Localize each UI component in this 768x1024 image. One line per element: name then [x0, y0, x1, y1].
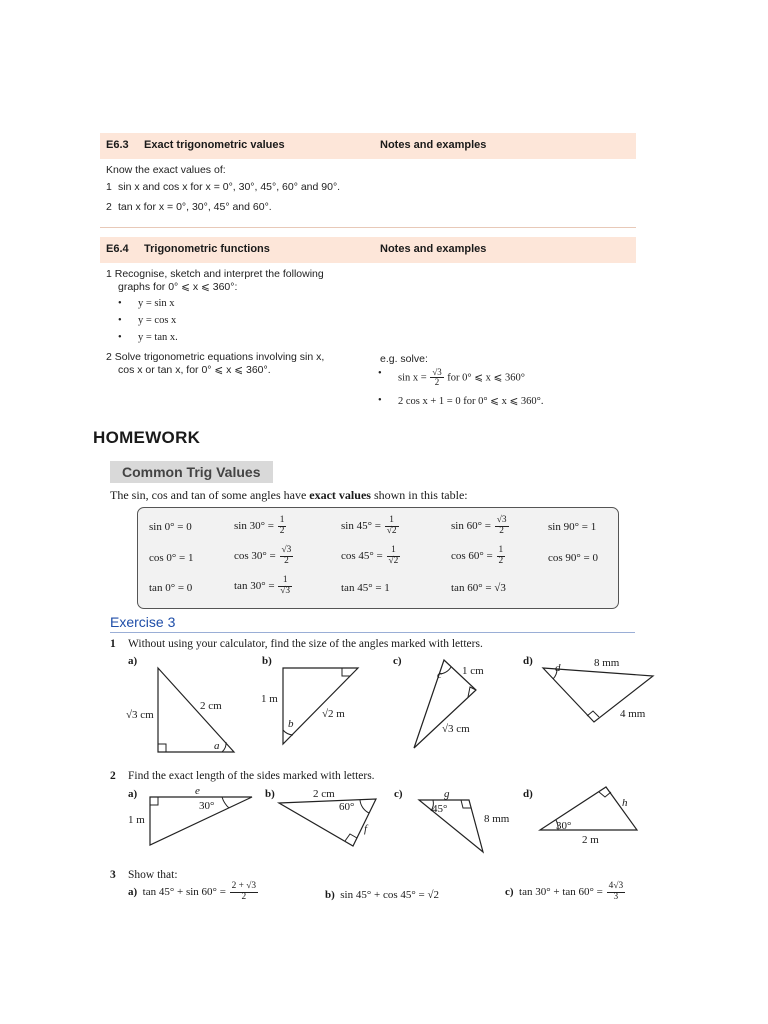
- e64-graph-sin: • y = sin x: [138, 298, 175, 309]
- q2c-side: 8 mm: [484, 813, 510, 825]
- e63-title: Exact trigonometric values: [144, 139, 285, 151]
- q3b: [325, 889, 439, 901]
- q3a-pre: tan 45° + sin 60° =: [142, 885, 226, 898]
- e64-graph-cos: • y = cos x: [138, 315, 176, 326]
- q2b-label: b): [265, 788, 275, 800]
- q3a-num: 2 + √3: [231, 881, 257, 891]
- q1b-label: b): [262, 655, 272, 667]
- q2d-side: 2 m: [582, 834, 599, 846]
- q3a: [128, 882, 259, 903]
- q1-text: Without using your calculator, find the size of the angles marked with letters.: [128, 638, 483, 650]
- q2d-label: d): [523, 788, 533, 800]
- e64-graph-tan: • y = tan x.: [138, 332, 178, 343]
- q2b-triangle: [279, 788, 376, 846]
- e64-item2-line2: cos x or tan x, for 0° ⩽ x ⩽ 360°.: [118, 364, 271, 376]
- q1c-label: c): [393, 655, 402, 667]
- q1d-side1: 8 mm: [594, 657, 620, 669]
- sin0: sin 0° = 0: [149, 521, 192, 533]
- tan30-pre: tan 30° =: [234, 579, 275, 592]
- e64-ex1-num: √3: [432, 367, 442, 377]
- q1d-side2: 4 mm: [620, 708, 646, 720]
- q2a-label: a): [128, 788, 138, 800]
- sin60-pre: sin 60° =: [451, 519, 491, 532]
- q2b-side-f: f: [364, 823, 368, 835]
- q1b-side2: √2 m: [322, 708, 345, 720]
- q2c-side-g: g: [444, 788, 450, 800]
- q1a-side2: √3 cm: [126, 709, 154, 721]
- tan30-den: √3: [280, 585, 291, 596]
- e64-item1-line2: graphs for 0° ⩽ x ⩽ 360°:: [118, 281, 238, 293]
- homework-title: HOMEWORK: [93, 428, 201, 447]
- cos60-pre: cos 60° =: [451, 549, 493, 562]
- e63-notes-header: Notes and examples: [380, 139, 487, 151]
- q2a-triangle: [128, 785, 252, 845]
- section-tab-label: Common Trig Values: [122, 464, 261, 480]
- e63-know: Know the exact values of:: [106, 164, 226, 176]
- q3a-den: 2: [241, 891, 247, 902]
- tan0: tan 0° = 0: [149, 582, 193, 594]
- q2d-side-h: h: [622, 797, 628, 809]
- q2c-label: c): [394, 788, 403, 800]
- q2c-triangle: [419, 788, 510, 852]
- e64-ex1-den: 2: [434, 377, 440, 388]
- e64-code: E6.4: [106, 243, 129, 255]
- q2-text: Find the exact length of the sides marked with letters.: [128, 770, 375, 782]
- q3c-pre: tan 30° + tan 60° =: [519, 885, 603, 898]
- q1a-label: a): [128, 655, 138, 667]
- tan30-num: 1: [278, 576, 292, 587]
- cos45-pre: cos 45° =: [341, 549, 383, 562]
- sin45-den: √2: [386, 525, 397, 536]
- q3-number: 3: [110, 869, 116, 881]
- q2a-side-e: e: [195, 785, 200, 797]
- e64-item2-line1: 2 Solve trigonometric equations involving sin x,: [106, 351, 325, 363]
- q1d-label: d): [523, 655, 533, 667]
- q1a-side1: 2 cm: [200, 700, 222, 712]
- sin60-den: 2: [499, 525, 504, 536]
- q1-number: 1: [110, 638, 116, 650]
- intro-bold: exact values: [309, 488, 371, 502]
- q1c-side1: 1 cm: [462, 665, 484, 677]
- e63-code: E6.3: [106, 139, 129, 151]
- q3c-label: c): [505, 885, 514, 898]
- e63-item2-text: tan x for x = 0°, 30°, 45° and 60°.: [118, 201, 272, 213]
- intro-pre: The sin, cos and tan of some angles have: [110, 488, 310, 502]
- q2c-angle: 45°: [432, 803, 448, 815]
- e64-notes-header: Notes and examples: [380, 243, 487, 255]
- tan45: tan 45° = 1: [341, 582, 390, 594]
- q2d-angle: 30°: [556, 820, 572, 832]
- cos60-den: 2: [498, 555, 504, 566]
- intro-post: shown in this table:: [370, 488, 468, 502]
- sin45-num: 1: [385, 516, 399, 527]
- sin45-pre: sin 45° =: [341, 519, 381, 532]
- q3b-label: b): [325, 889, 335, 901]
- e64-ex1-post: for 0° ⩽ x ⩽ 360°: [447, 372, 525, 384]
- q3c-den: 3: [613, 891, 619, 902]
- q1b-angle: b: [288, 718, 294, 730]
- cos45-den: √2: [388, 555, 399, 566]
- e63-item1-text: sin x and cos x for x = 0°, 30°, 45°, 60° and 90°.: [118, 181, 341, 193]
- q3-text: Show that:: [128, 869, 178, 881]
- q2b-side: 2 cm: [313, 788, 335, 800]
- q2a-side: 1 m: [128, 814, 145, 826]
- q3a-label: a): [128, 885, 138, 898]
- sin30-pre: sin 30° =: [234, 519, 274, 532]
- cos30-num: √3: [281, 545, 292, 555]
- q2b-angle: 60°: [339, 801, 355, 813]
- cos90: cos 90° = 0: [548, 552, 599, 564]
- e64-ex1-pre: sin x =: [398, 372, 427, 384]
- q3c: [505, 882, 626, 903]
- e63-item2-num: 2: [106, 201, 112, 213]
- q2d-triangle: [540, 787, 637, 846]
- q1d-angle: d: [555, 662, 561, 674]
- cos60-num: 1: [498, 545, 504, 555]
- q1b-side1: 1 m: [261, 693, 278, 705]
- sin30-den: 2: [279, 525, 285, 536]
- q3c-num: 4√3: [608, 881, 624, 891]
- sin30-num: 1: [279, 515, 285, 525]
- q2a-angle: 30°: [199, 800, 215, 812]
- e63-item1-num: 1: [106, 181, 112, 193]
- q3c-frac: [607, 882, 625, 903]
- e64-item1-line1: 1 Recognise, sketch and interpret the following: [106, 268, 324, 280]
- cos30-pre: cos 30° =: [234, 549, 276, 562]
- q3b-expr: sin 45° + cos 45° = √2: [340, 889, 440, 901]
- q3a-frac: [230, 882, 258, 903]
- q1c-angle: c: [437, 669, 442, 681]
- q1a-angle: a: [214, 740, 220, 752]
- e64-example-2: • 2 cos x + 1 = 0 for 0° ⩽ x ⩽ 360°.: [398, 395, 543, 407]
- tan60: tan 60° = √3: [451, 582, 506, 594]
- e64-eg: e.g. solve:: [380, 353, 428, 365]
- cos45-num: 1: [387, 546, 401, 557]
- sin60-num: √3: [496, 515, 507, 525]
- e64-title: Trigonometric functions: [144, 243, 270, 255]
- exercise-title: Exercise 3: [110, 614, 176, 630]
- cos0: cos 0° = 1: [149, 552, 194, 564]
- q2-number: 2: [110, 770, 116, 782]
- q1c-side2: √3 cm: [442, 723, 470, 735]
- cos30-den: 2: [284, 555, 289, 566]
- sin90: sin 90° = 1: [548, 521, 597, 533]
